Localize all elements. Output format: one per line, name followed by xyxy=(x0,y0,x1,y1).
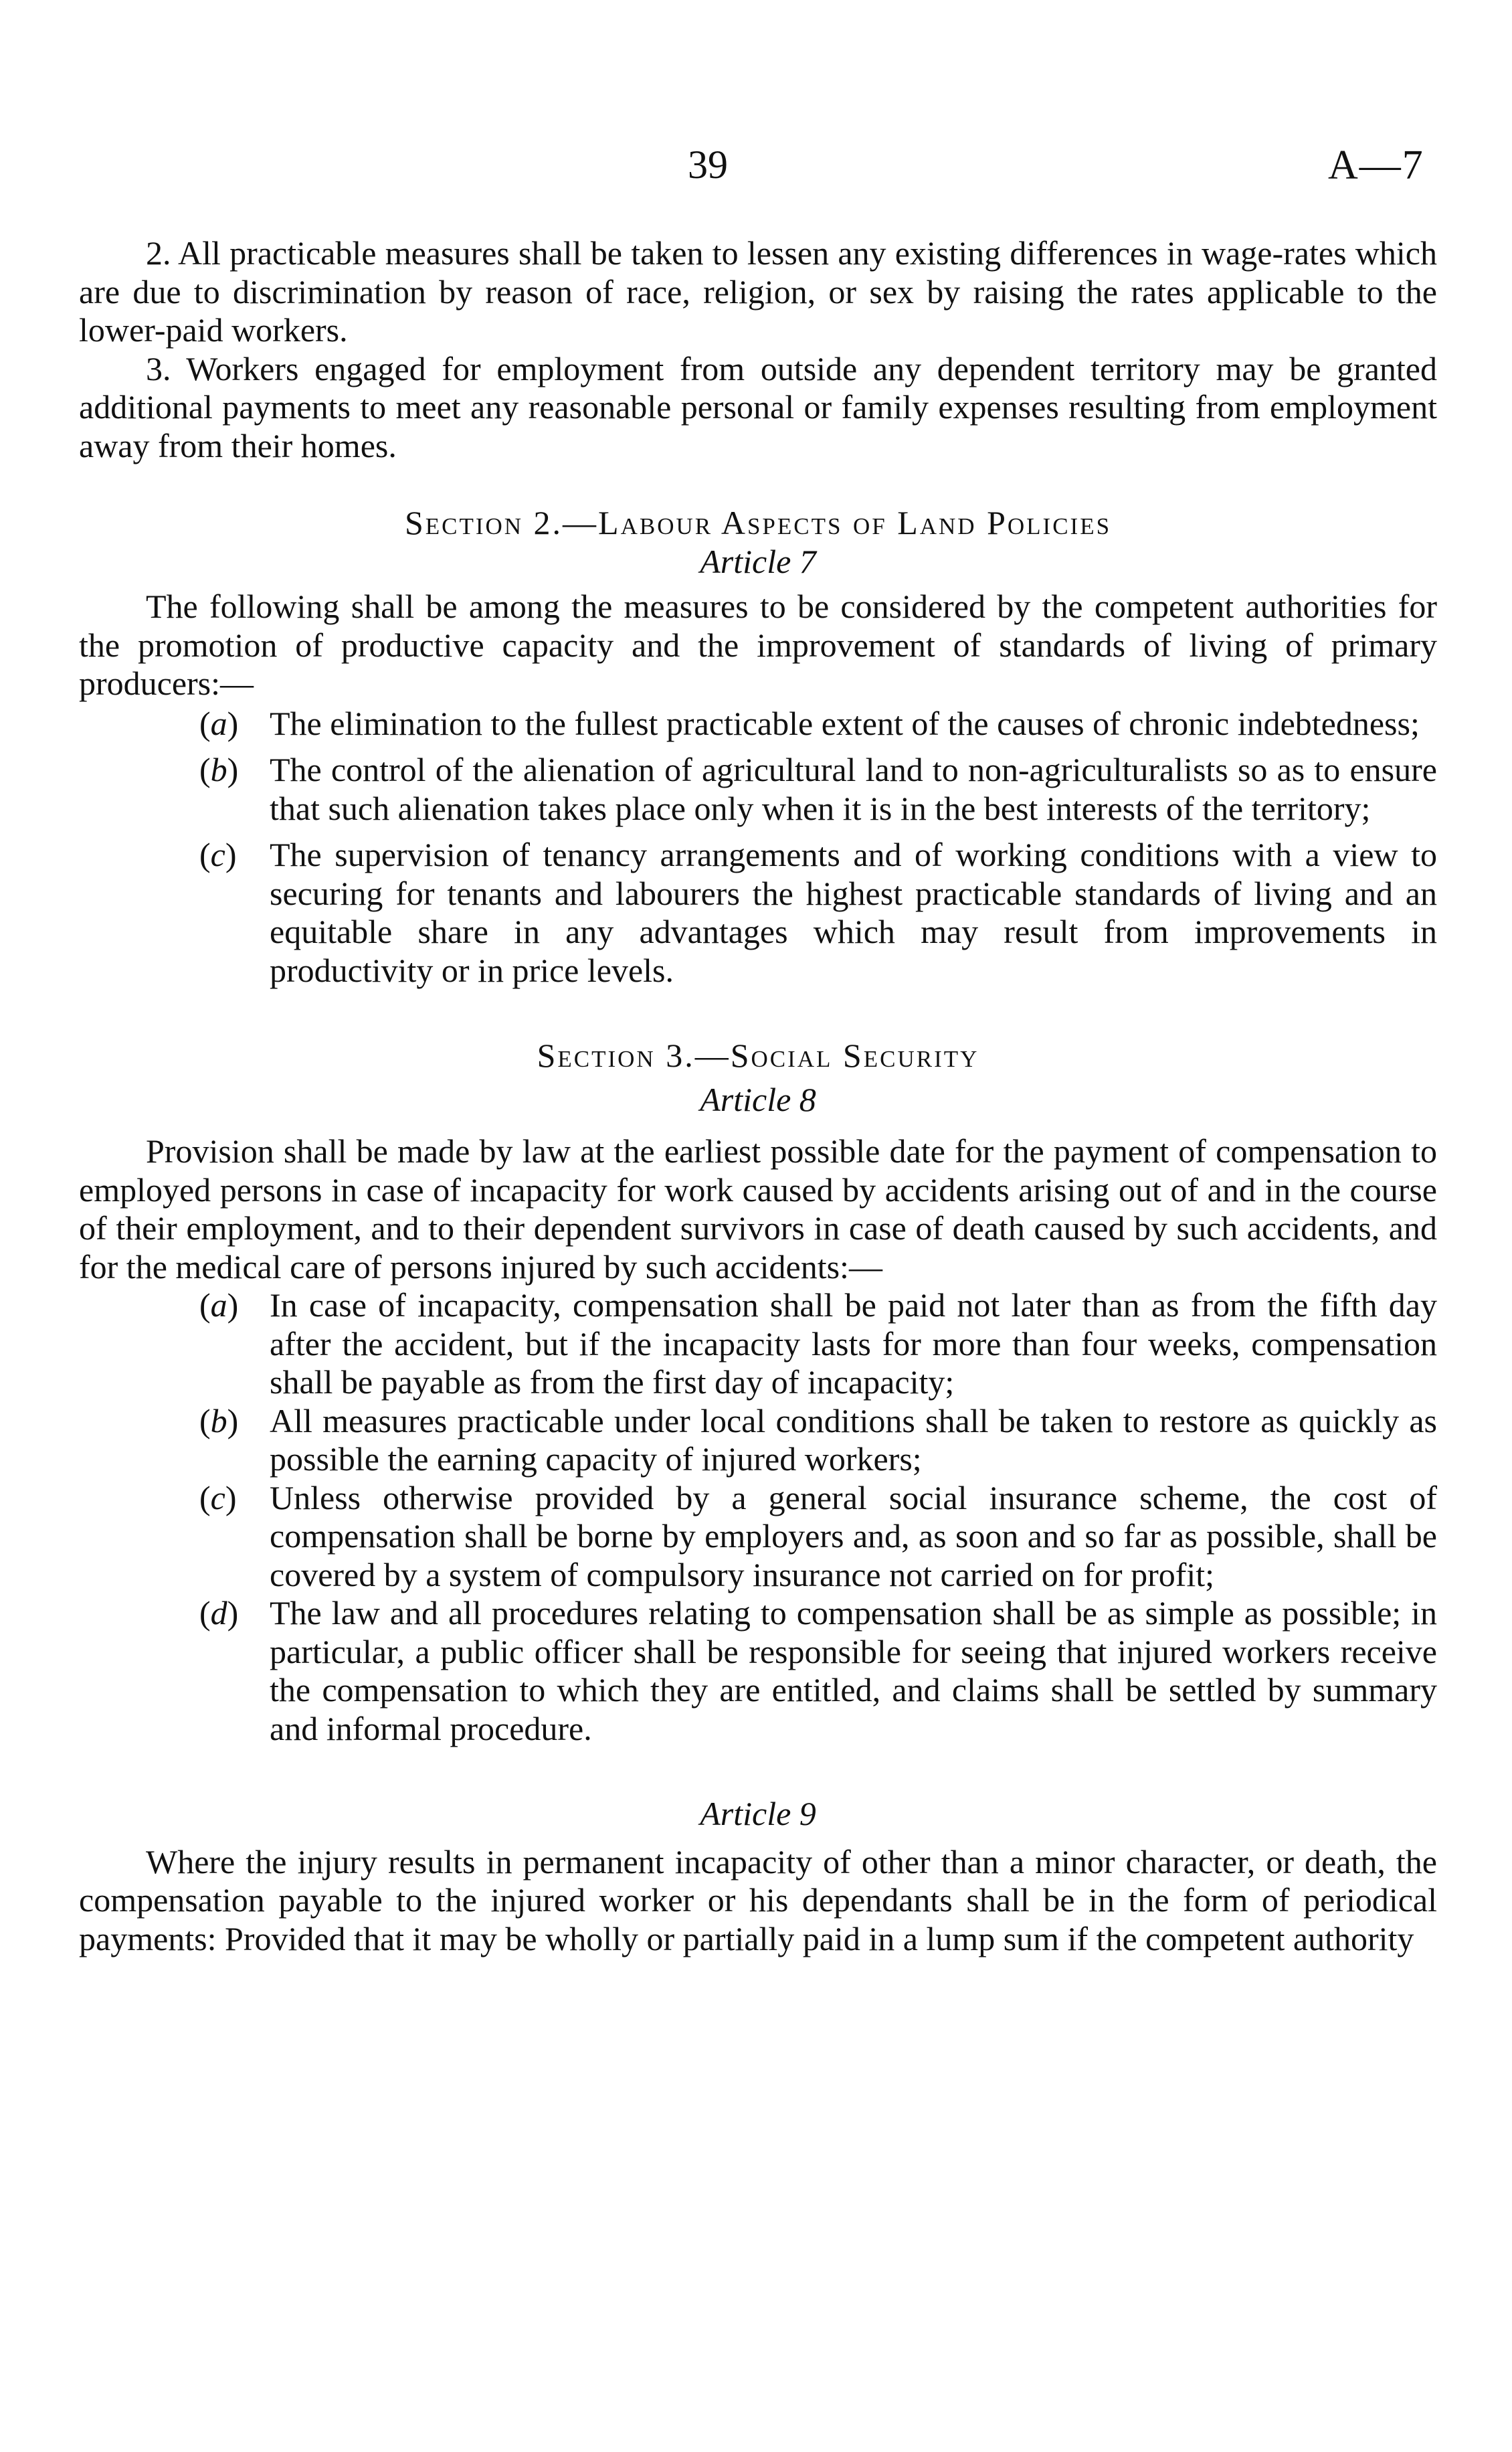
article-8-heading: Article 8 xyxy=(700,1080,816,1118)
section-2-heading: Section 2.—Labour Aspects of Land Policies xyxy=(404,504,1112,541)
series-reference: A—7 xyxy=(1328,143,1424,188)
item-label: (b) xyxy=(199,751,239,788)
item-label: (a) xyxy=(199,1286,239,1324)
item-label: (c) xyxy=(199,1478,237,1516)
item-label: (b) xyxy=(199,1401,239,1439)
article-9-heading: Article 9 xyxy=(700,1795,816,1832)
article-7-heading: Article 7 xyxy=(700,542,816,580)
article-7-item-a xyxy=(79,705,1437,743)
article-8-intro: Provision shall be made by law at the earliest possible date for the payment of compensation to employed persons in case of incapacity for work caused by accidents arising out of and in the course of their employment, and to their dependent survivors in case of death caused by such accidents, and for the medical care of persons injured by such accidents:— xyxy=(79,1132,1437,1286)
article-7-item-c xyxy=(79,836,1437,990)
article-7-list xyxy=(79,705,1437,990)
article-9-intro: Where the injury results in permanent incapacity of other than a minor character, or death, the compensation payable to the injured worker or his dependants shall be in the form of periodical payments: Provided that it may be wholly or partially paid in a lump sum if the competent authority xyxy=(79,1842,1437,1957)
item-label: (c) xyxy=(199,836,237,873)
article-8-list xyxy=(79,1286,1437,1748)
paragraph-2: 2. All practicable measures shall be taken to lessen any existing differences in wage-rates which are due to discrimination by reason of race, religion, or sex by raising the rates applicable to the lower-paid workers. xyxy=(79,234,1437,349)
item-text: In case of incapacity, compensation shall be paid not later than as from the fifth day after the accident, but if the incapacity lasts for more than four weeks, compensation shall be payable as from the first day of incapacity; xyxy=(270,1286,1437,1401)
item-text: All measures practicable under local conditions shall be taken to restore as quickly as possible the earning capacity of injured workers; xyxy=(270,1401,1437,1478)
item-label: (a) xyxy=(199,704,239,742)
document-body xyxy=(79,234,1437,1958)
item-text: The control of the alienation of agricultural land to non-agriculturalists so as to ensure that such alienation takes place only when it is in the best interests of the territory; xyxy=(270,751,1437,827)
page-number: 39 xyxy=(688,143,728,187)
item-text: Unless otherwise provided by a general social insurance scheme, the cost of compensation shall be borne by employers and, as soon and so far as possible, shall be covered by a system of compulsory insurance not carried on for profit; xyxy=(270,1478,1437,1593)
section-3-heading: Section 3.—Social Security xyxy=(537,1037,979,1074)
article-8-item-a xyxy=(79,1286,1437,1402)
article-8-item-b xyxy=(79,1402,1437,1479)
article-8-item-d xyxy=(79,1594,1437,1748)
article-7-item-b xyxy=(79,751,1437,828)
article-8-item-c xyxy=(79,1479,1437,1595)
item-text: The elimination to the fullest practicable extent of the causes of chronic indebtedness; xyxy=(270,704,1420,742)
item-text: The supervision of tenancy arrangements and of working conditions with a view to securing for tenants and labourers the highest practicable standards of living and an equitable share in any advantages which may result from improvements in productivity or in price levels. xyxy=(270,836,1437,989)
page-header xyxy=(0,142,1512,195)
paragraph-3: 3. Workers engaged for employment from outside any dependent territory may be granted additional payments to meet any reasonable personal or family expenses resulting from employment away from their homes. xyxy=(79,349,1437,464)
item-label: (d) xyxy=(199,1594,239,1632)
article-7-intro: The following shall be among the measures to be considered by the competent authorities for the promotion of productive capacity and the improvement of standards of living of primary producers:— xyxy=(79,588,1437,702)
item-text: The law and all procedures relating to compensation shall be as simple as possible; in particular, a public officer shall be responsible for seeing that injured workers receive the compensation to which they are entitled, and claims shall be settled by summary and informal procedure. xyxy=(270,1594,1437,1747)
